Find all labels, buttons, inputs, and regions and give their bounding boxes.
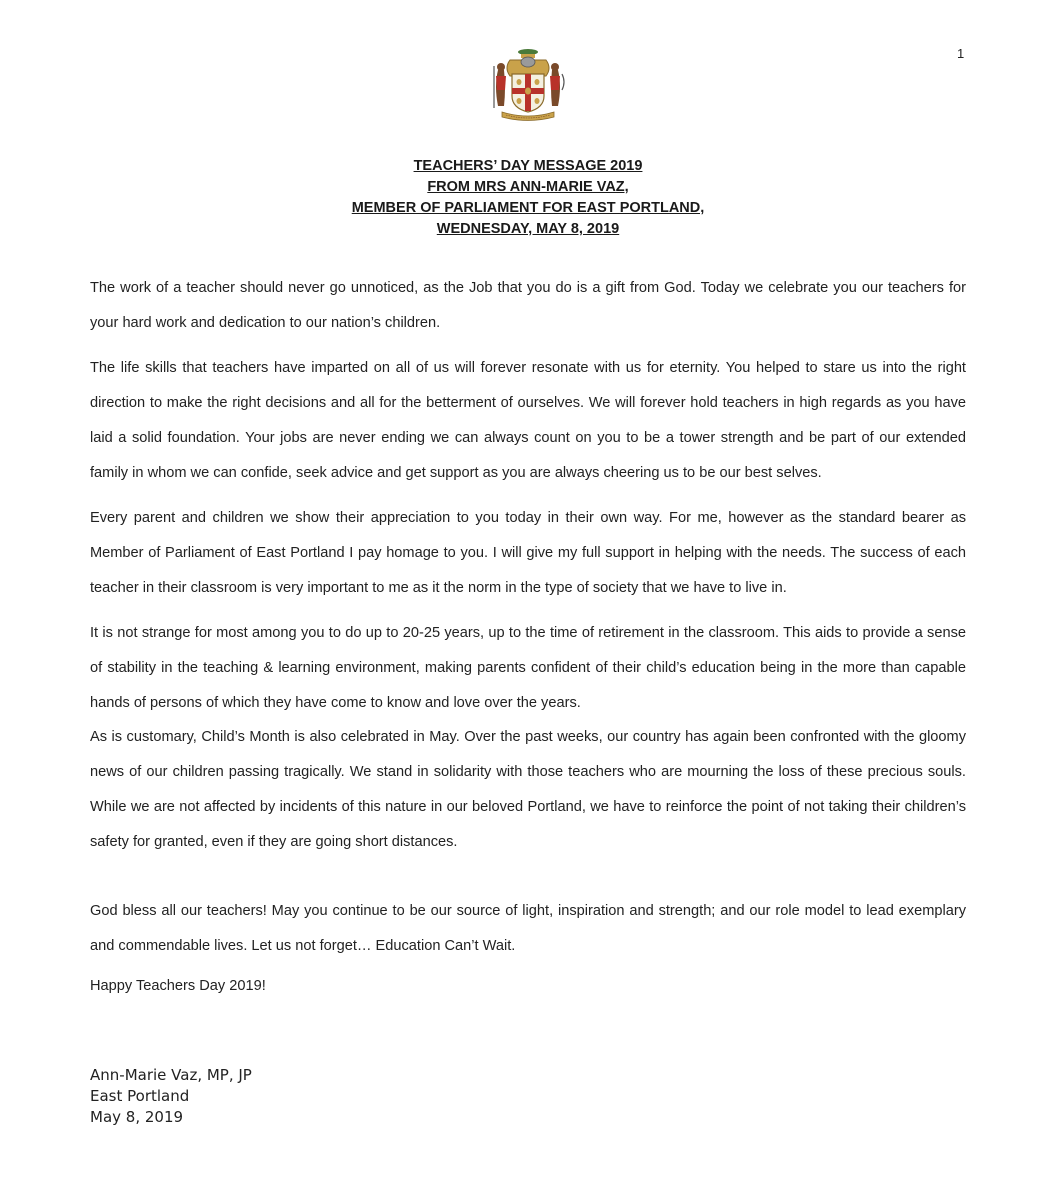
title-line-2: FROM MRS ANN-MARIE VAZ, xyxy=(427,179,629,195)
paragraph-1: The work of a teacher should never go unnoticed, as the Job that you do is a gift from God. Today we celebrate you our teachers for your hard work and dedication to our nation’s children. xyxy=(90,280,966,331)
paragraph-3: Every parent and children we show their appreciation to you today in their own way. For me, however as the standard bearer as Member of Parliament of East Portland I pay homage to you. I will give my full support in helping with the needs. The success of each teacher in their classroom is very important to me as it the norm in the type of society that we have to live in. xyxy=(90,510,966,596)
title-line-1: TEACHERS’ DAY MESSAGE 2019 xyxy=(413,158,643,174)
paragraph-6: God bless all our teachers! May you continue to be our source of light, inspiration and strength; and our role model to lead exemplary and commendable lives. Let us not forget… Education Can’t Wait. xyxy=(90,903,966,954)
paragraph-2: The life skills that teachers have imparted on all of us will forever resonate with us for eternity. You helped to stare us into the right direction to make the right decisions and all for the betterment of ourselves. We will forever hold teachers in high regards as you have laid a solid foundation. Your jobs are never ending we can always count on you to be a tower strength and be part of our extended family in whom we can confide, seek advice and get support as you are always cheering us to be our best selves. xyxy=(90,360,966,481)
paragraph-5: As is customary, Child’s Month is also celebrated in May. Over the past weeks, our country has again been confronted with the gloomy news of our children passing tragically. We stand in solidarity with those teachers who are mourning the loss of these precious souls. While we are not affected by incidents of this nature in our beloved Portland, we have to reinforce the point of not taking their children’s safety for granted, even if they are going short distances. xyxy=(90,729,966,850)
title-line-3: MEMBER OF PARLIAMENT FOR EAST PORTLAND, xyxy=(351,200,705,216)
jamaica-coat-of-arms-icon xyxy=(488,46,568,122)
coat-of-arms-graphic xyxy=(488,46,568,122)
page-number: 1 xyxy=(957,46,965,61)
message-title xyxy=(200,156,856,240)
signature-name: Ann-Marie Vaz, MP, JP xyxy=(90,1066,252,1084)
message-body xyxy=(90,271,966,964)
closing-line: Happy Teachers Day 2019! xyxy=(90,978,266,994)
title-line-4: WEDNESDAY, MAY 8, 2019 xyxy=(436,221,620,237)
paragraph-4: It is not strange for most among you to do up to 20-25 years, up to the time of retirement in the classroom. This aids to provide a sense of stability in the teaching & learning environment, making parents confident of their child’s education being in the more than capable hands of persons of which they have come to know and love over the years. xyxy=(90,625,966,711)
signature-constituency: East Portland xyxy=(90,1087,190,1105)
signature-date: May 8, 2019 xyxy=(90,1108,184,1126)
signature-block xyxy=(90,1065,252,1128)
